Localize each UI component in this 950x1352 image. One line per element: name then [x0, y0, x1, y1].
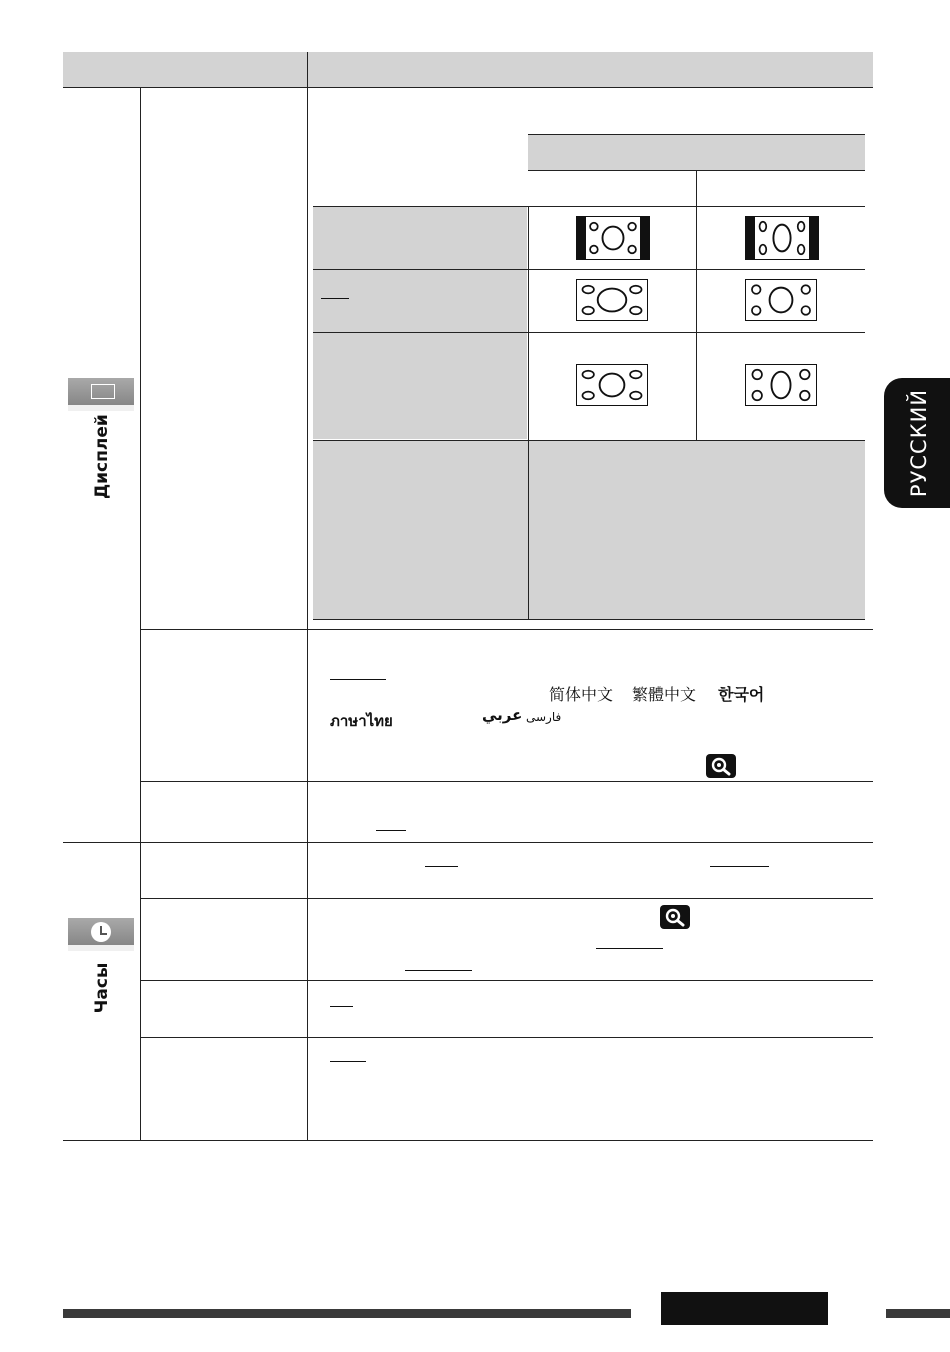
header-divider	[307, 52, 308, 87]
clock-icon	[68, 918, 134, 951]
aspect-rule	[696, 206, 697, 440]
aspect-note-cell	[313, 441, 865, 619]
column-rule	[307, 87, 308, 1140]
pillarbox-aspect-icon	[745, 216, 819, 260]
aspect-rule	[696, 170, 697, 206]
lang-chinese-simplified: 简体中文	[549, 685, 614, 704]
column-rule	[140, 87, 141, 1140]
default-marker	[330, 1006, 353, 1007]
footer-bar	[886, 1309, 950, 1318]
default-marker	[405, 970, 472, 971]
aspect-rule	[528, 206, 529, 619]
default-marker	[321, 298, 349, 299]
aspect-rule	[528, 134, 865, 135]
pillarbox-aspect-icon	[576, 216, 650, 260]
lang-thai: ภาษาไทย	[330, 712, 393, 730]
table-rule	[63, 87, 873, 88]
table-bottom-rule	[63, 1140, 873, 1141]
footer-bar	[63, 1309, 631, 1318]
row-rule	[140, 980, 873, 981]
full-aspect-icon	[745, 364, 817, 406]
language-tab-label: РУССКИЙ	[907, 388, 931, 498]
default-marker	[596, 948, 663, 949]
default-marker	[330, 1061, 366, 1062]
lang-chinese-traditional: 繁體中文	[632, 685, 697, 704]
aspect-row-label	[313, 333, 527, 439]
aspect-row-label	[313, 270, 527, 332]
full-aspect-icon	[576, 364, 648, 406]
section-label-display: Дисплей	[92, 414, 112, 499]
full-aspect-icon	[745, 279, 817, 321]
aspect-rule	[313, 440, 865, 441]
magnifier-icon	[706, 754, 736, 778]
lang-persian: فارسی	[526, 710, 562, 724]
lang-arabic: عربي	[482, 706, 523, 724]
default-marker	[330, 679, 386, 680]
aspect-rule	[313, 619, 865, 620]
aspect-row-label	[313, 207, 527, 269]
section-rule	[63, 842, 873, 843]
row-rule	[140, 629, 873, 630]
row-rule	[140, 781, 873, 782]
page-number-box	[661, 1292, 828, 1325]
aspect-table-header	[528, 134, 865, 170]
table-header	[63, 52, 873, 87]
full-aspect-icon	[576, 279, 648, 321]
language-tab	[884, 378, 950, 508]
row-rule	[140, 898, 873, 899]
row-rule	[140, 1037, 873, 1038]
monitor-icon	[68, 378, 134, 411]
aspect-rule	[313, 269, 865, 270]
aspect-rule	[313, 332, 865, 333]
default-marker	[710, 866, 769, 867]
magnifier-icon	[660, 905, 690, 929]
default-marker	[376, 830, 406, 831]
lang-korean: 한국어	[718, 685, 765, 704]
section-label-clock: Часы	[92, 962, 112, 1014]
default-marker	[425, 866, 458, 867]
